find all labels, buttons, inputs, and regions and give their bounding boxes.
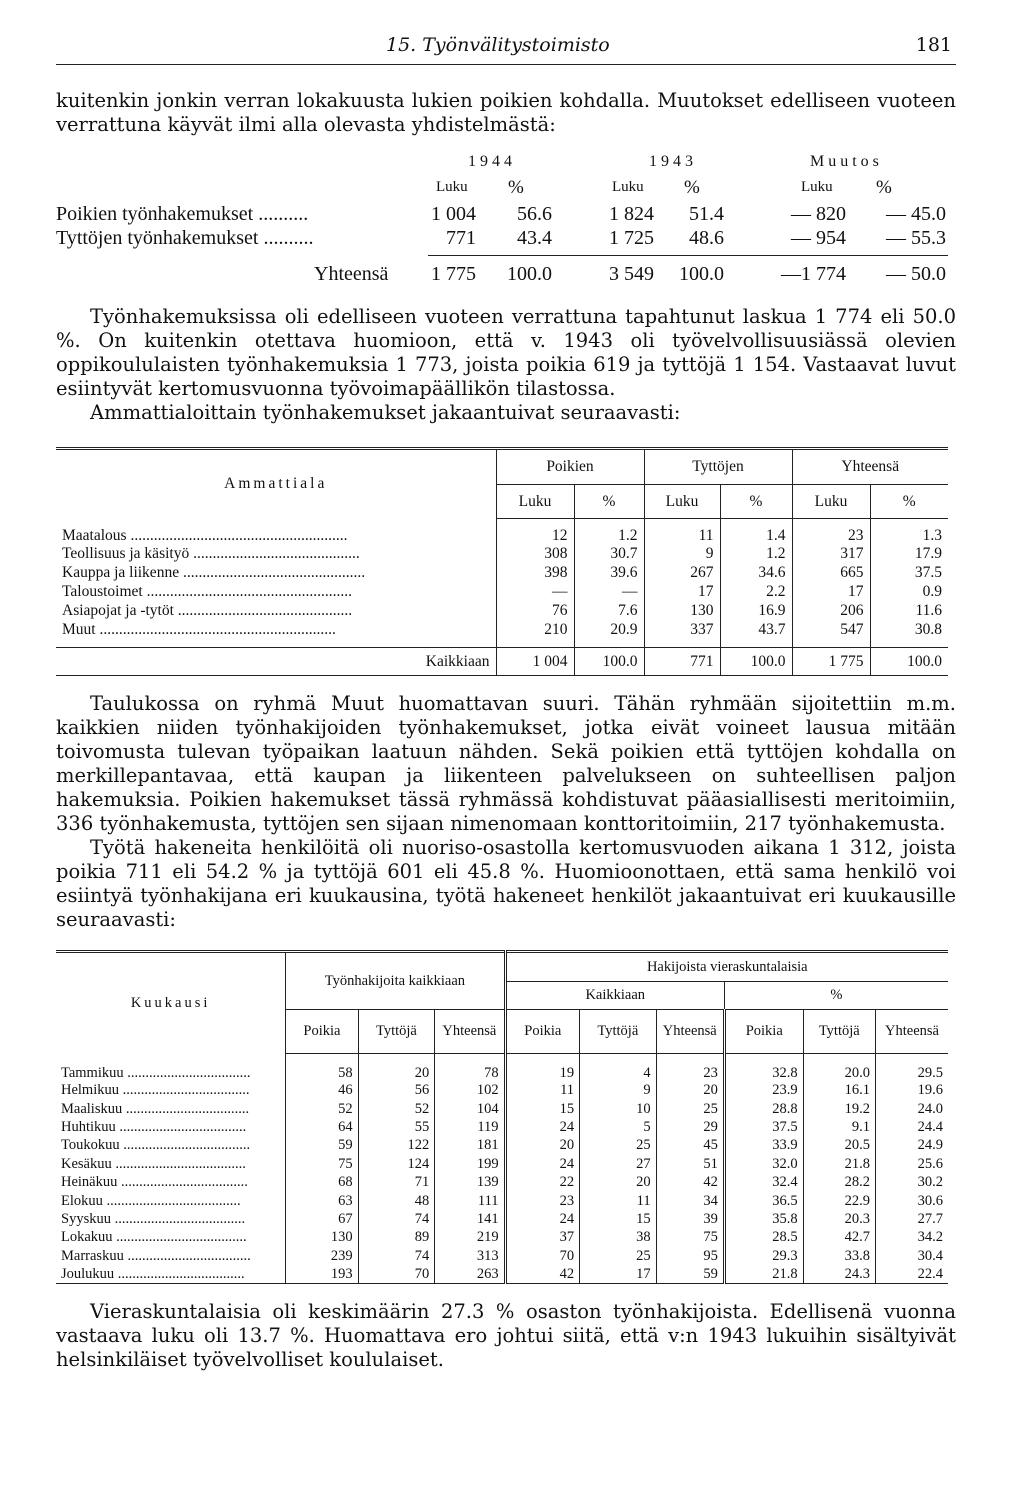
cell: 55: [358, 1118, 435, 1136]
cell: 4: [580, 1054, 657, 1082]
cell: 9: [580, 1082, 657, 1100]
cell: 11: [505, 1082, 580, 1100]
table-row: [56, 1229, 948, 1247]
group-header-yhteensa: Yhteensä: [792, 449, 948, 485]
cell: 33.8: [803, 1247, 875, 1265]
cell: 100.0: [574, 648, 644, 676]
cell: 38: [580, 1229, 657, 1247]
table-row: [56, 1247, 948, 1265]
cell: 34.2: [875, 1229, 948, 1247]
sub-header: Tyttöjä: [358, 1010, 435, 1054]
table-row: [56, 1054, 948, 1082]
cell: 20.0: [803, 1054, 875, 1082]
paragraph-table1-intro: Ammattialoittain työnhakemukset jakaantuivat seuraavasti:: [90, 401, 681, 424]
cell: 30.8: [870, 621, 948, 640]
cell: 2.2: [720, 583, 792, 602]
table-row: [56, 1210, 948, 1228]
cell: 37.5: [724, 1118, 803, 1136]
cell: 43.4: [517, 227, 552, 249]
cell: 51: [656, 1155, 724, 1173]
cell: 17: [792, 583, 870, 602]
cell: 42.7: [803, 1229, 875, 1247]
cell: 313: [435, 1247, 505, 1265]
table-row: [56, 583, 948, 602]
table-row: [56, 1265, 948, 1283]
cell: 29.3: [724, 1247, 803, 1265]
cell: 9: [644, 545, 720, 564]
cell: 9.1: [803, 1118, 875, 1136]
sub-header: Luku: [792, 485, 870, 519]
cell: 267: [644, 564, 720, 583]
table-row: [56, 1082, 948, 1100]
cell: 29: [656, 1118, 724, 1136]
group-header-all: Työnhakijoita kaikkiaan: [286, 952, 505, 1010]
cell: 34.6: [720, 564, 792, 583]
cell: 16.1: [803, 1082, 875, 1100]
row-label-yhteensa: Yhteensä: [314, 263, 389, 285]
cell: 35.8: [724, 1210, 803, 1228]
cell: 122: [358, 1137, 435, 1155]
row-label: Muut .............................................................: [62, 621, 336, 638]
cell: 37.5: [870, 564, 948, 583]
cell: 25: [580, 1247, 657, 1265]
cell: 20: [656, 1082, 724, 1100]
row-label: Tammikuu ..................................: [61, 1064, 251, 1081]
cell: 100.0: [679, 263, 724, 285]
sum-rule: [428, 255, 948, 256]
cell: 74: [358, 1210, 435, 1228]
section-title: 15. Työnvälitystoimisto: [386, 34, 610, 56]
cell: 39: [656, 1210, 724, 1228]
cell: 33.9: [724, 1137, 803, 1155]
row-label: Elokuu .....................................: [61, 1192, 241, 1209]
cell: 42: [656, 1173, 724, 1191]
cell: —1 774: [781, 263, 846, 285]
cell: 24.9: [875, 1137, 948, 1155]
cell: 17: [644, 583, 720, 602]
cell: 52: [358, 1100, 435, 1118]
intro-paragraph: kuitenkin jonkin verran lokakuusta lukien poikien kohdalla. Muutokset edelliseen vuoteen verrattuna käyvät ilmi alla olevasta yhdistelmästä:: [56, 89, 956, 136]
cell: 337: [644, 621, 720, 640]
cell: 22.9: [803, 1192, 875, 1210]
cell: 16.9: [720, 602, 792, 621]
sub-header: %: [720, 485, 792, 519]
sub-header: Tyttöjä: [580, 1010, 657, 1054]
cell: 5: [580, 1118, 657, 1136]
total-label: Kaikkiaan: [56, 648, 496, 676]
cell: 23.9: [724, 1082, 803, 1100]
cell: 59: [286, 1137, 358, 1155]
running-header: [56, 30, 956, 65]
year-1943: 1943: [649, 153, 697, 170]
cell: 20.5: [803, 1137, 875, 1155]
cell: 547: [792, 621, 870, 640]
cell: 104: [435, 1100, 505, 1118]
cell: 1.2: [574, 519, 644, 545]
cell: — 820: [791, 203, 846, 225]
cell: 24: [505, 1118, 580, 1136]
cell: 210: [496, 621, 574, 640]
cell: 28.2: [803, 1173, 875, 1191]
cell: 10: [580, 1100, 657, 1118]
cell: 23: [656, 1054, 724, 1082]
monthly-table-body: [56, 1054, 948, 1284]
row-label: Syyskuu ....................................: [61, 1210, 246, 1227]
cell: 21.8: [803, 1155, 875, 1173]
monthly-table: [56, 950, 948, 1284]
cell: 771: [644, 648, 720, 676]
table-row: [56, 564, 948, 583]
cell: 23: [505, 1192, 580, 1210]
sub-header: Poikia: [505, 1010, 580, 1054]
cell: 32.0: [724, 1155, 803, 1173]
cell: 32.4: [724, 1173, 803, 1191]
cell: 19.6: [875, 1082, 948, 1100]
cell: 42: [505, 1265, 580, 1283]
cell: 206: [792, 602, 870, 621]
sub-header: %: [574, 485, 644, 519]
table-row: [56, 1118, 948, 1136]
cell: 25: [656, 1100, 724, 1118]
cell: 665: [792, 564, 870, 583]
cell: 30.2: [875, 1173, 948, 1191]
stub-header: Kuukausi: [130, 994, 211, 1011]
page-number: 181: [915, 34, 952, 56]
sub-header: %: [870, 485, 948, 519]
cell: 219: [435, 1229, 505, 1247]
cell: 67: [286, 1210, 358, 1228]
cell: 199: [435, 1155, 505, 1173]
row-label: Maatalous ........................................................: [62, 526, 348, 544]
page: [56, 30, 956, 1372]
cell: 119: [435, 1118, 505, 1136]
comparison-summary: [56, 149, 956, 299]
cell: 0.9: [870, 583, 948, 602]
row-label: Joulukuu ...................................: [61, 1265, 245, 1282]
cell: 263: [435, 1265, 505, 1283]
cell: 46: [286, 1082, 358, 1100]
row-label: Asiapojat ja -tytöt .............................................: [62, 602, 353, 619]
cell: —: [496, 583, 574, 602]
table-row: [56, 519, 948, 545]
row-label: Toukokuu ...................................: [61, 1137, 251, 1154]
spacer-row: [56, 640, 948, 648]
cell: 64: [286, 1118, 358, 1136]
cell: 70: [358, 1265, 435, 1283]
cell: 22.4: [875, 1265, 948, 1283]
change-header: Muutos: [810, 153, 883, 170]
cell: 30.6: [875, 1192, 948, 1210]
sub-header: Poikia: [724, 1010, 803, 1054]
sub-pct-1943: %: [684, 177, 700, 198]
cell: 78: [435, 1054, 505, 1082]
cell: 59: [656, 1265, 724, 1283]
cell: 45: [656, 1137, 724, 1155]
sub-header: Yhteensä: [875, 1010, 948, 1054]
sub-header: Luku: [644, 485, 720, 519]
cell: 1 824: [609, 203, 654, 225]
cell: 111: [435, 1192, 505, 1210]
cell: 36.5: [724, 1192, 803, 1210]
year-1944: 1944: [468, 153, 516, 170]
cell: 89: [358, 1229, 435, 1247]
cell: 23: [792, 519, 870, 545]
cell: 12: [496, 519, 574, 545]
cell: 20.3: [803, 1210, 875, 1228]
stub-header: Ammattiala: [224, 475, 328, 493]
cell: 130: [286, 1229, 358, 1247]
cell: 20: [358, 1054, 435, 1082]
cell: 28.8: [724, 1100, 803, 1118]
cell: 52: [286, 1100, 358, 1118]
cell: 63: [286, 1192, 358, 1210]
cell: 34: [656, 1192, 724, 1210]
cell: 37: [505, 1229, 580, 1247]
cell: 17.9: [870, 545, 948, 564]
cell: 1 775: [431, 263, 476, 285]
cell: 27: [580, 1155, 657, 1173]
cell: 20: [580, 1173, 657, 1191]
cell: 15: [580, 1210, 657, 1228]
cell: 24: [505, 1210, 580, 1228]
cell: 74: [358, 1247, 435, 1265]
cell: 29.5: [875, 1054, 948, 1082]
cell: 1 725: [609, 227, 654, 249]
cell: 1 004: [431, 203, 476, 225]
sub-luku-change: Luku: [801, 179, 833, 195]
sub-pct-change: %: [876, 177, 892, 198]
cell: 43.7: [720, 621, 792, 640]
cell: 24: [505, 1155, 580, 1173]
row-label: Heinäkuu ...................................: [61, 1174, 248, 1191]
sub-header: Poikia: [286, 1010, 358, 1054]
cell: 25.6: [875, 1155, 948, 1173]
cell: 239: [286, 1247, 358, 1265]
cell: 20.9: [574, 621, 644, 640]
cell: 102: [435, 1082, 505, 1100]
row-label: Kauppa ja liikenne ...............................................: [62, 564, 366, 581]
cell: 71: [358, 1173, 435, 1191]
cell: 100.0: [870, 648, 948, 676]
cell: 70: [505, 1247, 580, 1265]
group-header-tyttojen: Tyttöjen: [644, 449, 792, 485]
cell: 58: [286, 1054, 358, 1082]
cell: 28.5: [724, 1229, 803, 1247]
table-row: [56, 1137, 948, 1155]
cell: —: [574, 583, 644, 602]
cell: 771: [446, 227, 476, 249]
cell: 11.6: [870, 602, 948, 621]
cell: 3 549: [609, 263, 654, 285]
cell: — 50.0: [886, 263, 946, 285]
row-label: Maaliskuu ..................................: [61, 1100, 250, 1117]
cell: 30.4: [875, 1247, 948, 1265]
paragraph-persons: Työtä hakeneita henkilöitä oli nuoriso-osastolla kertomusvuoden aikana 1 312, joista poikia 711 eli 54.2 % ja tyttöjä 601 eli 45.8 %. Huomioonottaen, että sama henkilö voi esiintyä työnhakijana eri kuukausina, työtä hakeneet henkilöt jakaantuivat eri kuukausille seuraavasti:: [56, 836, 956, 931]
paragraph-average: Vieraskuntalaisia oli keskimäärin 27.3 % osaston työnhakijoista. Edellisenä vuonna vastaava luku oli 13.7 %. Huomattava ero johtui siitä, että v:n 1943 lukuihin sisältyivät helsinkiläiset työvelvolliset koululaiset.: [56, 1300, 956, 1372]
cell: 193: [286, 1265, 358, 1283]
cell: 124: [358, 1155, 435, 1173]
cell: — 55.3: [886, 227, 946, 249]
cell: 56.6: [517, 203, 552, 225]
sub-luku-1943: Luku: [612, 179, 644, 195]
cell: 17: [580, 1265, 657, 1283]
table-row: [56, 545, 948, 564]
table-row: [56, 1173, 948, 1191]
cell: 56: [358, 1082, 435, 1100]
row-label-poikien: Poikien työnhakemukset ..........: [56, 203, 309, 225]
sub-header: Tyttöjä: [803, 1010, 875, 1054]
cell: 51.4: [689, 203, 724, 225]
row-label-tyttojen: Tyttöjen työnhakemukset ..........: [56, 227, 314, 249]
cell: 139: [435, 1173, 505, 1191]
row-label: Lokakuu ....................................: [61, 1229, 247, 1246]
row-label: Huhtikuu ...................................: [61, 1118, 247, 1135]
occupation-table-body: [56, 519, 948, 648]
cell: 130: [644, 602, 720, 621]
cell: 11: [644, 519, 720, 545]
cell: 30.7: [574, 545, 644, 564]
sub-luku-1944: Luku: [436, 179, 468, 195]
cell: — 954: [791, 227, 846, 249]
sub-header: Yhteensä: [435, 1010, 505, 1054]
row-label: Teollisuus ja käsityö ...........................................: [62, 545, 360, 562]
row-label: Kesäkuu ....................................: [61, 1155, 246, 1172]
group-header-foreign: Hakijoista vieraskuntalaisia: [505, 952, 948, 982]
cell: 76: [496, 602, 574, 621]
cell: 48: [358, 1192, 435, 1210]
cell: 1 775: [792, 648, 870, 676]
cell: 181: [435, 1137, 505, 1155]
cell: 95: [656, 1247, 724, 1265]
occupation-table: [56, 447, 948, 676]
paragraph-muut: Taulukossa on ryhmä Muut huomattavan suuri. Tähän ryhmään sijoitettiin m.m. kaikkien niiden työnhakijoiden työnhakemukset, jotka eivät voineet lausua mitään toivomusta tulevan työpaikan laatuun nähden. Sekä poikien että tyttöjen kohdalla on merkillepantavaa, että kaupan ja liikenteen palvelukseen on suhteellisen paljon hakemuksia. Poikien hakemukset tässä ryhmässä kohdistuvat pääasiallisesti meritoimiin, 336 työnhakemusta, tyttöjen sen sijaan nimenomaan konttoritoimiin, 217 työnhakemusta.: [56, 692, 956, 835]
cell: 141: [435, 1210, 505, 1228]
cell: 1 004: [496, 648, 574, 676]
table-row: [56, 621, 948, 640]
cell: 1.2: [720, 545, 792, 564]
cell: 19: [505, 1054, 580, 1082]
paragraph-decline: Työnhakemuksissa oli edelliseen vuoteen verrattuna tapahtunut laskua 1 774 eli 50.0 %. On kuitenkin otettava huomioon, että v. 1943 oli työvelvollisuusiässä olevien oppikoululaisten työnhakemuksia 1 773, joista poikia 619 ja tyttöjä 1 154. Vastaavat luvut esiintyvät kertomusvuonna työvoimapäällikön tilastossa.: [56, 305, 956, 400]
cell: 398: [496, 564, 574, 583]
cell: 15: [505, 1100, 580, 1118]
cell: 19.2: [803, 1100, 875, 1118]
sub-header: Yhteensä: [656, 1010, 724, 1054]
table-row: [56, 1155, 948, 1173]
cell: 22: [505, 1173, 580, 1191]
cell: 100.0: [507, 263, 552, 285]
cell: 24.0: [875, 1100, 948, 1118]
row-label: Taloustoimet .....................................................: [62, 583, 352, 600]
group-header-foreign-total: Kaikkiaan: [505, 982, 724, 1010]
group-header-poikien: Poikien: [496, 449, 644, 485]
sub-header: Luku: [496, 485, 574, 519]
cell: 24.3: [803, 1265, 875, 1283]
cell: 317: [792, 545, 870, 564]
cell: 1.3: [870, 519, 948, 545]
sub-pct-1944: %: [508, 177, 524, 198]
cell: — 45.0: [886, 203, 946, 225]
cell: 27.7: [875, 1210, 948, 1228]
cell: 75: [286, 1155, 358, 1173]
cell: 25: [580, 1137, 657, 1155]
group-header-foreign-pct: %: [724, 982, 948, 1010]
table-row: [56, 1192, 948, 1210]
cell: 308: [496, 545, 574, 564]
cell: 39.6: [574, 564, 644, 583]
cell: 1.4: [720, 519, 792, 545]
row-label: Helmikuu ...................................: [61, 1082, 250, 1099]
table-row: [56, 1100, 948, 1118]
cell: 48.6: [689, 227, 724, 249]
cell: 68: [286, 1173, 358, 1191]
row-label: Marraskuu ..................................: [61, 1247, 251, 1264]
cell: 24.4: [875, 1118, 948, 1136]
cell: 32.8: [724, 1054, 803, 1082]
cell: 100.0: [720, 648, 792, 676]
cell: 20: [505, 1137, 580, 1155]
cell: 21.8: [724, 1265, 803, 1283]
table-row: [56, 602, 948, 621]
total-row: [56, 648, 948, 676]
cell: 7.6: [574, 602, 644, 621]
cell: 11: [580, 1192, 657, 1210]
cell: 75: [656, 1229, 724, 1247]
